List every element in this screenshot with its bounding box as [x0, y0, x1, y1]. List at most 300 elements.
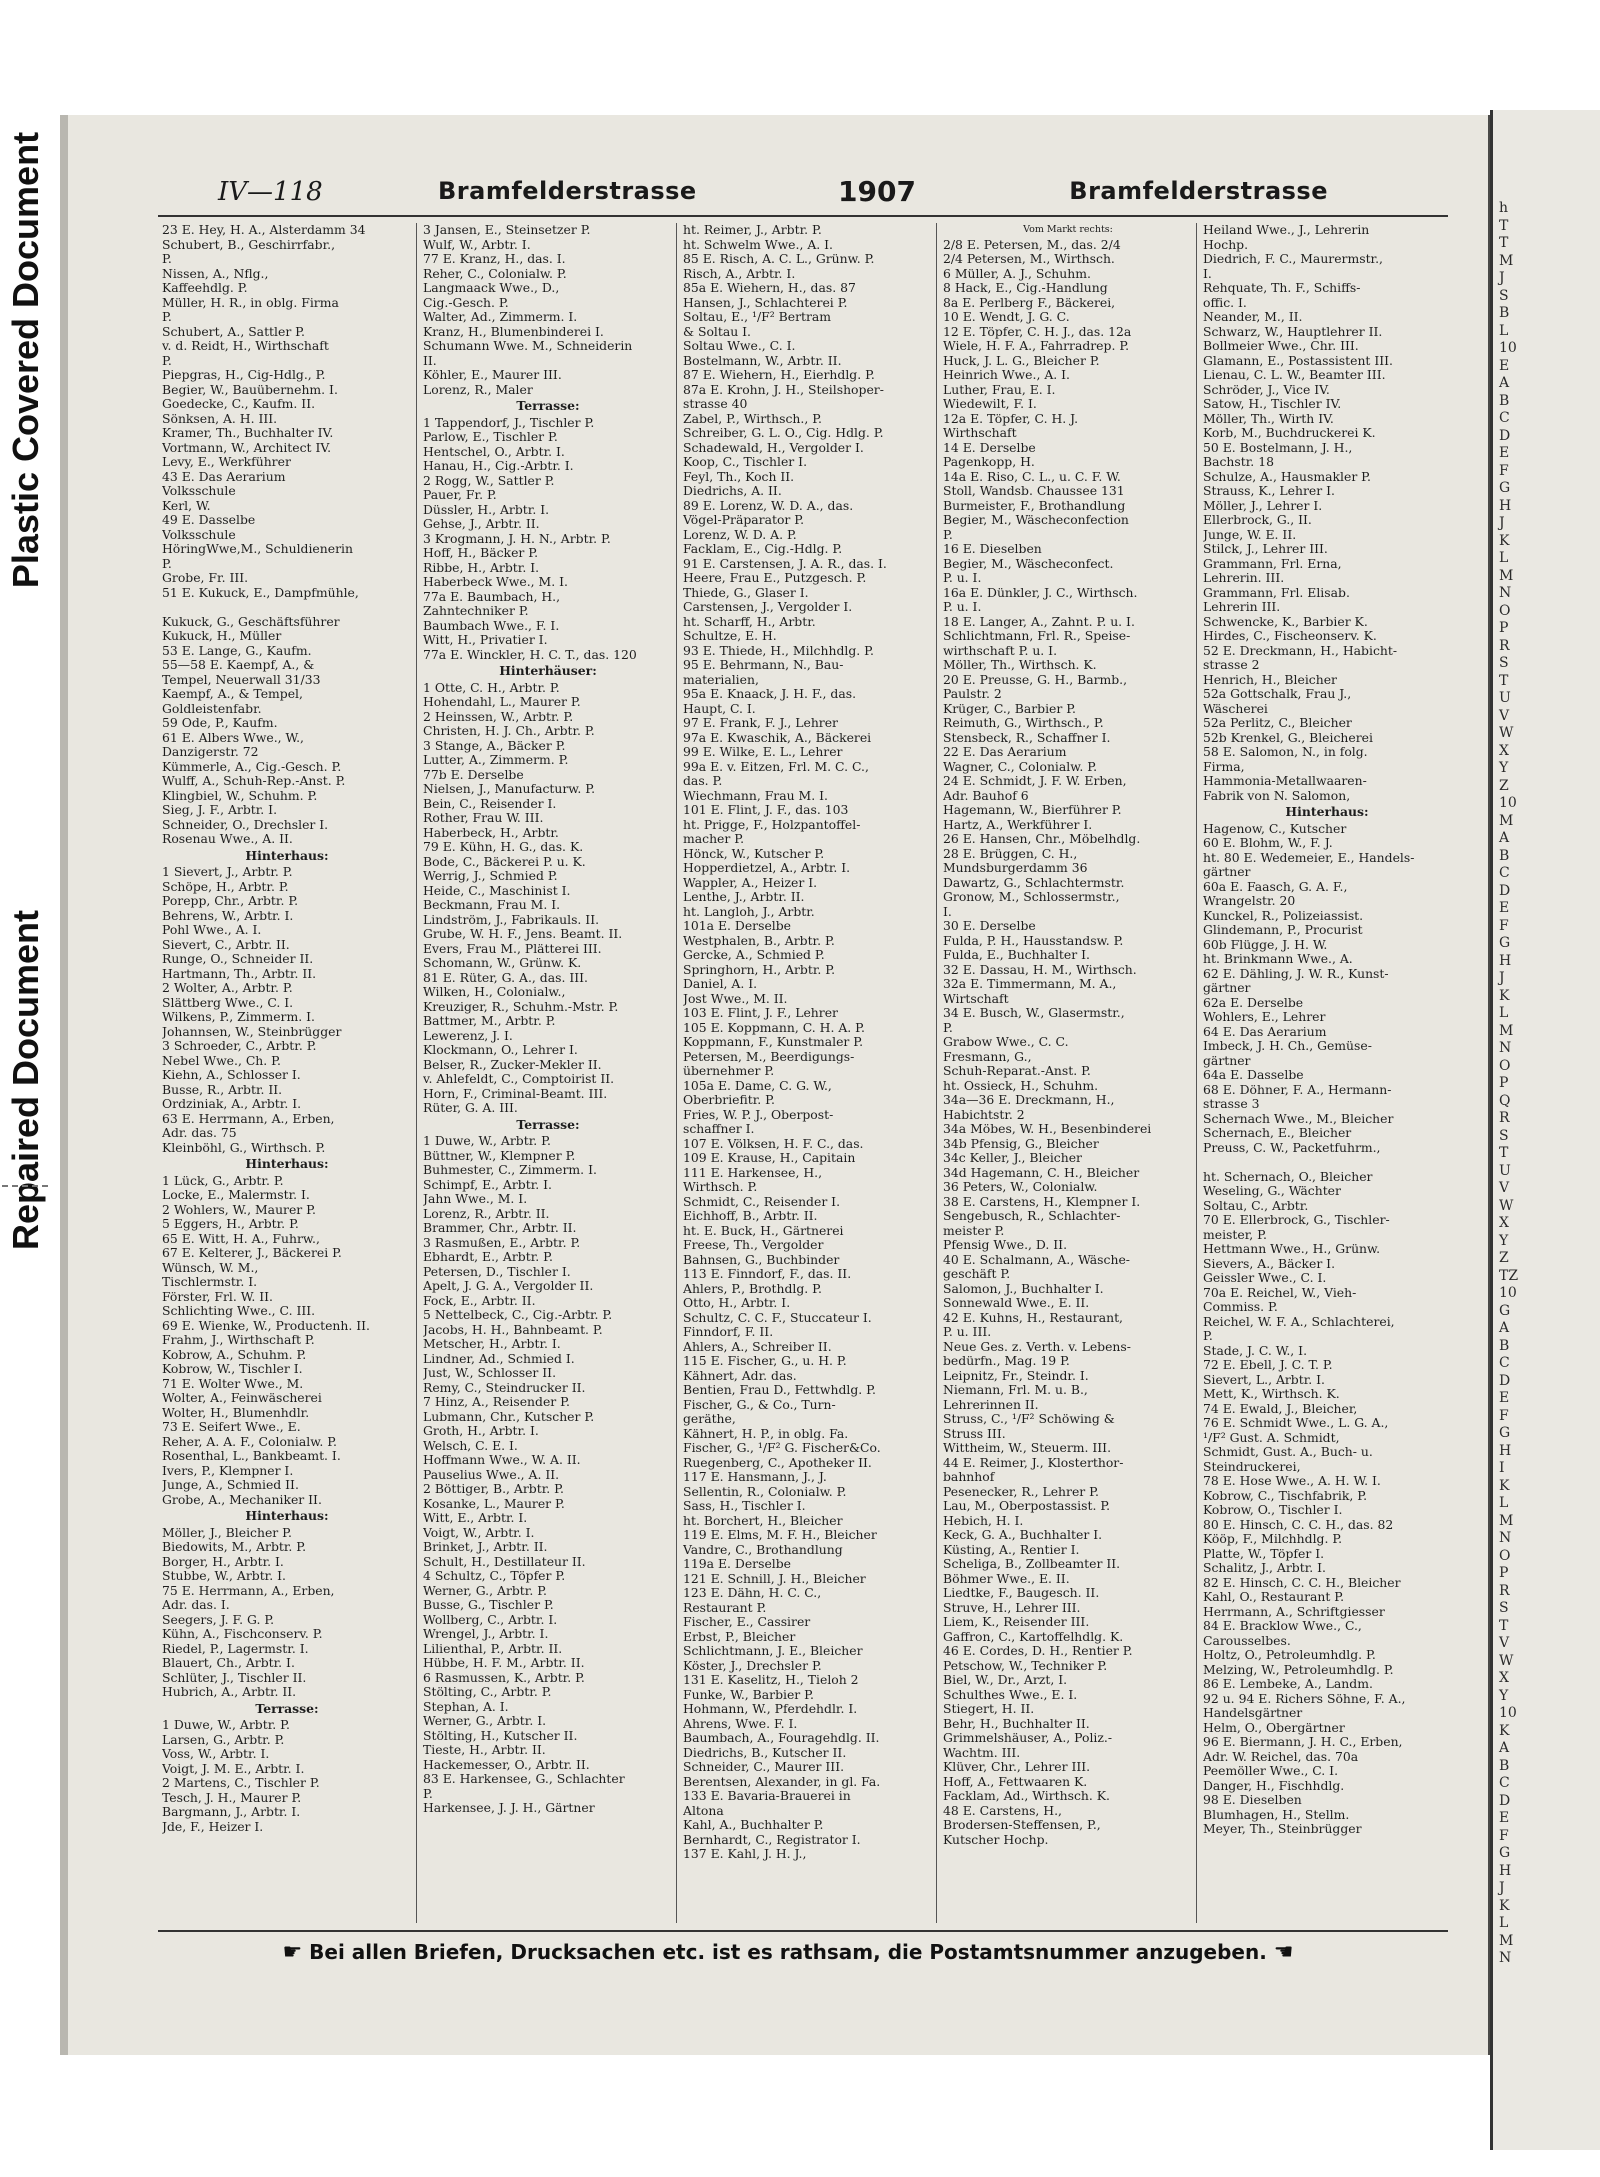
- fragment-line: H: [1499, 952, 1512, 969]
- directory-entry: 79 E. Kühn, H. G., das. K.: [423, 840, 584, 854]
- directory-entry: Tieste, H., Arbtr. II.: [423, 1743, 546, 1757]
- directory-entry: 34d Hagemann, C. H., Bleicher: [943, 1165, 1140, 1180]
- directory-entry: 96 E. Biermann, J. H. C., Erben,: [1203, 1735, 1403, 1749]
- directory-entry: Sievers, A., Bäcker I.: [1203, 1256, 1336, 1271]
- directory-entry: 75 E. Herrmann, A., Erben,: [162, 1583, 335, 1598]
- directory-entry: Grube, W. H. F., Jens. Beamt. II.: [423, 927, 623, 941]
- directory-entry: Risch, A., Arbtr. I.: [683, 266, 796, 281]
- directory-columns: [158, 223, 1448, 1923]
- directory-entry: Lubmann, Chr., Kutscher P.: [423, 1409, 595, 1424]
- directory-entry: Volksschule: [162, 484, 236, 498]
- fragment-line: R: [1499, 1110, 1510, 1126]
- directory-entry: 1 Tappendorf, J., Tischler P.: [423, 415, 595, 430]
- directory-entry: Vögel-Präparator P.: [683, 513, 805, 527]
- directory-entry: Schröder, J., Vice IV.: [1203, 382, 1330, 397]
- directory-entry: Klüver, Chr., Lehrer III.: [943, 1760, 1091, 1774]
- page-header: [158, 173, 1448, 213]
- directory-entry: 95 E. Behrmann, N., Bau-: [683, 658, 844, 672]
- directory-entry: Niemann, Frl. M. u. B.,: [943, 1383, 1088, 1397]
- fragment-line: C: [1499, 1775, 1510, 1791]
- directory-entry: Hinterhaus:: [1285, 805, 1369, 819]
- directory-entry: 48 E. Carstens, H.,: [943, 1803, 1062, 1818]
- directory-entry: 34b Pfensig, G., Bleicher: [943, 1136, 1099, 1151]
- directory-entry: Stubbe, W., Arbtr. I.: [162, 1569, 286, 1583]
- directory-entry: Ahlers, P., Brothdlg. P.: [683, 1281, 822, 1296]
- directory-entry: Schulze, A., Hausmakler P.: [1203, 469, 1371, 484]
- directory-entry: Funke, W., Barbier P.: [683, 1687, 814, 1702]
- directory-entry: Voss, W., Arbtr. I.: [162, 1747, 270, 1761]
- directory-entry: 97a E. Kwaschik, A., Bäckerei: [683, 730, 872, 745]
- directory-entry: Riedel, P., Lagermstr. I.: [162, 1641, 309, 1656]
- directory-entry: Herrmann, A., Schriftgiesser: [1203, 1604, 1385, 1619]
- directory-entry: Wiechmann, Frau M. I.: [683, 788, 828, 803]
- directory-entry: Pauer, Fr. P.: [423, 488, 497, 502]
- directory-entry: Hebich, H. I.: [943, 1513, 1024, 1528]
- directory-entry: 92 u. 94 E. Richers Söhne, F. A.,: [1203, 1691, 1406, 1706]
- directory-entry: 1 Lück, G., Arbtr. P.: [162, 1173, 284, 1188]
- directory-entry: Harkensee, J. J. H., Gärtner: [423, 1801, 595, 1815]
- directory-entry: gärtner: [1203, 865, 1251, 879]
- directory-entry: Soltau, C., Arbtr.: [1203, 1198, 1309, 1213]
- directory-entry: Kähnert, H. P., in oblg. Fa.: [683, 1426, 849, 1441]
- directory-entry: 60a E. Faasch, G. A. F.,: [1203, 879, 1348, 894]
- directory-entry: Wulf, W., Arbtr. I.: [423, 237, 531, 252]
- directory-entry: Sellentin, R., Colonialw. P.: [683, 1484, 847, 1499]
- directory-entry: Wilkens, P., Zimmerm. I.: [162, 1010, 315, 1024]
- directory-entry: Tesch, J. H., Maurer P.: [162, 1790, 302, 1805]
- directory-entry: 40 E. Schalmann, A., Wäsche-: [943, 1252, 1130, 1267]
- directory-entry: P.: [162, 556, 172, 571]
- directory-entry: Metscher, H., Arbtr. I.: [423, 1337, 561, 1351]
- directory-entry: Meyer, Th., Steinbrügger: [1203, 1822, 1362, 1836]
- directory-entry: Behrens, W., Arbtr. I.: [162, 908, 294, 923]
- directory-entry: Hinterhaus:: [245, 1157, 329, 1171]
- directory-entry: Kaffeehdlg. P.: [162, 281, 248, 295]
- fragment-line: h: [1499, 200, 1509, 216]
- directory-entry: Pesenecker, R., Lehrer P.: [943, 1484, 1099, 1499]
- fragment-line: D: [1499, 427, 1511, 444]
- directory-entry: Sievert, C., Arbtr. II.: [162, 937, 290, 952]
- directory-entry: 3 Jansen, E., Steinsetzer P.: [423, 223, 591, 237]
- directory-entry: 1 Otte, C. H., Arbtr. P.: [423, 680, 560, 695]
- directory-entry: P. u. I.: [943, 571, 982, 585]
- directory-entry: Reimuth, G., Wirthsch., P.: [943, 716, 1104, 730]
- directory-entry: Hettmann Wwe., H., Grünw.: [1203, 1242, 1381, 1256]
- column-2: [416, 223, 673, 1923]
- directory-entry: Jde, F., Heizer I.: [162, 1819, 264, 1834]
- directory-entry: 70a E. Reichel, W., Vieh-: [1203, 1285, 1357, 1300]
- directory-entry: 34c Keller, J., Bleicher: [943, 1151, 1082, 1165]
- directory-entry: 1 Duwe, W., Arbtr. P.: [423, 1134, 551, 1148]
- directory-entry: Kutscher Hochp.: [943, 1832, 1049, 1847]
- fragment-line: P: [1499, 620, 1509, 636]
- directory-entry: Remy, C., Steindrucker II.: [423, 1380, 586, 1395]
- pointing-hand-icon: ☛: [282, 1940, 303, 1965]
- directory-entry: Hinterhaus:: [245, 1509, 329, 1523]
- directory-entry: ht. E. Buck, H., Gärtnerei: [683, 1223, 844, 1238]
- directory-entry: 2 Wohlers, W., Maurer P.: [162, 1202, 316, 1217]
- directory-entry: Adr. das. I.: [162, 1598, 230, 1612]
- directory-entry: Lau, M., Oberpostassist. P.: [943, 1499, 1111, 1513]
- directory-entry: übernehmer P.: [683, 1064, 775, 1078]
- directory-entry: Kranz, H., Blumenbinderei I.: [423, 324, 604, 339]
- directory-entry: Bein, C., Reisender I.: [423, 796, 557, 811]
- directory-entry: bahnhof: [943, 1470, 995, 1484]
- fragment-line: S: [1499, 1127, 1509, 1144]
- directory-entry: Carousselbes.: [1203, 1633, 1291, 1648]
- directory-entry: 101a E. Derselbe: [683, 919, 792, 933]
- directory-entry: 137 E. Kahl, J. H. J.,: [683, 1847, 807, 1861]
- directory-entry: Schwarz, W., Hauptlehrer II.: [1203, 324, 1383, 339]
- directory-entry: Kleinböhl, G., Wirthsch. P.: [162, 1140, 326, 1155]
- directory-entry: Begier, W., Bauübernehm. I.: [162, 382, 338, 397]
- directory-entry: 133 E. Bavaria-Brauerei in: [683, 1789, 851, 1803]
- directory-entry: Nissen, A., Nflg.,: [162, 266, 269, 281]
- directory-entry: Petersen, D., Tischler I.: [423, 1264, 571, 1279]
- directory-entry: Runge, O., Schneider II.: [162, 952, 314, 966]
- fragment-line: B: [1499, 392, 1510, 409]
- directory-entry: Schmidt, C., Reisender I.: [683, 1194, 841, 1209]
- directory-entry: Lewerenz, J. I.: [423, 1028, 513, 1043]
- directory-entry: 2 Rogg, W., Sattler P.: [423, 473, 555, 488]
- directory-entry: 119 E. Elms, M. F. H., Bleicher: [683, 1528, 877, 1542]
- directory-entry: Wolter, H., Blumenhdlr.: [162, 1405, 310, 1420]
- directory-entry: Junge, W. E. II.: [1203, 527, 1297, 542]
- directory-entry: P. u. I.: [943, 600, 982, 614]
- directory-entry: Schernach, E., Bleicher: [1203, 1126, 1352, 1140]
- directory-entry: 107 E. Völksen, H. F. C., das.: [683, 1136, 864, 1151]
- directory-entry: Scheliga, B., Zollbeamter II.: [943, 1557, 1121, 1571]
- directory-entry: ht. Scharff, H., Arbtr.: [683, 614, 816, 629]
- directory-entry: Schlichtmann, J. E., Bleicher: [683, 1644, 863, 1658]
- directory-entry: 73 E. Seifert Wwe., E.: [162, 1420, 301, 1434]
- directory-entry: 121 E. Schnill, J. H., Bleicher: [683, 1571, 866, 1586]
- directory-entry: Preuss, C. W., Packetfuhrm.,: [1203, 1140, 1381, 1155]
- directory-entry: Schöpe, H., Arbtr. P.: [162, 879, 289, 894]
- fragment-line: J: [1499, 515, 1505, 531]
- directory-entry: Neue Ges. z. Verth. v. Lebens-: [943, 1339, 1131, 1354]
- fragment-line: L: [1499, 550, 1509, 566]
- directory-entry: Schulthes Wwe., E. I.: [943, 1687, 1078, 1702]
- directory-entry: Fischer, E., Cassirer: [683, 1615, 811, 1629]
- directory-entry: 99a E. v. Eitzen, Frl. M. C. C.,: [683, 759, 869, 774]
- directory-entry: Gronow, M., Schlossermstr.,: [943, 890, 1120, 904]
- directory-entry: Brodersen-Steffensen, P.,: [943, 1818, 1101, 1832]
- directory-entry: 131 E. Kaselitz, H., Tieloh 2: [683, 1673, 859, 1687]
- directory-entry: Müller, H. R., in oblg. Firma: [162, 295, 339, 310]
- directory-entry: Hartmann, Th., Arbtr. II.: [162, 966, 317, 981]
- directory-entry: 14a E. Riso, C. L., u. C. F. W.: [943, 469, 1121, 484]
- directory-entry: 16a E. Dünkler, J. C., Wirthsch.: [943, 585, 1138, 600]
- fragment-line: L: [1499, 322, 1509, 339]
- directory-entry: geräthe,: [683, 1412, 736, 1426]
- directory-entry: Kobrow, A., Schuhm. P.: [162, 1347, 307, 1362]
- directory-entry: 49 E. Dasselbe: [162, 513, 256, 527]
- directory-entry: Brammer, Chr., Arbtr. II.: [423, 1221, 577, 1235]
- directory-entry: ht. 80 E. Wedemeier, E., Handels-: [1203, 850, 1415, 865]
- street-name-left: Bramfelderstrasse: [438, 177, 697, 205]
- directory-entry: 2 Wolter, A., Arbtr. P.: [162, 981, 293, 995]
- fragment-line: S: [1499, 655, 1509, 671]
- directory-entry: 50 E. Bostelmann, J. H.,: [1203, 440, 1353, 455]
- fragment-line: J: [1499, 270, 1505, 286]
- directory-entry: Soltau, E., ¹/F² Bertram: [683, 310, 832, 324]
- directory-entry: v. d. Reidt, H., Wirthschaft: [162, 339, 329, 353]
- fragment-line: E: [1499, 1390, 1510, 1406]
- directory-entry: Blumhagen, H., Stellm.: [1203, 1807, 1350, 1822]
- directory-entry: Tempel, Neuerwall 31/33: [162, 672, 321, 687]
- directory-entry: Seegers, J. F. G. P.: [162, 1612, 275, 1627]
- directory-entry: Berentsen, Alexander, in gl. Fa.: [683, 1774, 881, 1789]
- directory-entry: Grammann, Frl. Erna,: [1203, 556, 1342, 571]
- fragment-line: H: [1499, 497, 1512, 514]
- directory-entry: 81 E. Rüter, G. A., das. III.: [423, 970, 588, 985]
- directory-entry: Wrengel, J., Arbtr. I.: [423, 1627, 549, 1641]
- directory-entry: Frahm, J., Wirthschaft P.: [162, 1333, 315, 1347]
- directory-entry: Stilck, J., Lehrer III.: [1203, 542, 1328, 556]
- directory-entry: Stiegert, H. II.: [943, 1702, 1035, 1716]
- directory-entry: Biel, W., Dr., Arzt, I.: [943, 1673, 1068, 1687]
- directory-entry: Busse, R., Arbtr. II.: [162, 1082, 283, 1097]
- directory-entry: Bode, C., Bäckerei P. u. K.: [423, 854, 586, 869]
- directory-entry: Groth, H., Arbtr. I.: [423, 1424, 539, 1438]
- directory-entry: 76 E. Schmidt Wwe., L. G. A.,: [1203, 1416, 1389, 1430]
- directory-entry: Schlichting Wwe., C. III.: [162, 1304, 316, 1318]
- fragment-line: D: [1499, 882, 1511, 899]
- directory-entry: Köster, J., Drechsler P.: [683, 1658, 822, 1673]
- directory-entry: 6 Rasmussen, K., Arbtr. P.: [423, 1670, 585, 1685]
- directory-entry: 1 Sievert, J., Arbtr. P.: [162, 865, 293, 879]
- directory-entry: Stephan, A. I.: [423, 1699, 509, 1714]
- directory-entry: I.: [1203, 266, 1212, 281]
- directory-entry: Sieg, J. F., Arbtr. I.: [162, 803, 278, 817]
- directory-entry: Schwencke, K., Barbier K.: [1203, 614, 1368, 629]
- directory-entry: 115 E. Fischer, G., u. H. P.: [683, 1354, 847, 1368]
- directory-entry: Daniel, A. I.: [683, 977, 758, 991]
- directory-entry: Kümmerle, A., Cig.-Gesch. P.: [162, 759, 342, 774]
- directory-entry: 43 E. Das Aerarium: [162, 469, 286, 484]
- fragment-line: X: [1499, 1670, 1509, 1686]
- directory-entry: 52a Gottschalk, Frau J.,: [1203, 687, 1352, 701]
- directory-entry: Stoll, Wandsb. Chaussee 131: [943, 484, 1125, 498]
- directory-entry: Grobe, Fr. III.: [162, 571, 249, 585]
- fragment-line: F: [1499, 1407, 1509, 1424]
- directory-entry: gärtner: [1203, 1053, 1251, 1068]
- directory-entry: Glamann, E., Postassistent III.: [1203, 353, 1393, 368]
- directory-entry: Reher, A. A. F., Colonialw. P.: [162, 1434, 337, 1449]
- directory-entry: 62 E. Dähling, J. W. R., Kunst-: [1203, 966, 1389, 981]
- directory-entry: Hoff, A., Fettwaaren K.: [943, 1774, 1088, 1789]
- directory-entry: Büttner, W., Klempner P.: [423, 1148, 576, 1163]
- fragment-line: S: [1499, 1600, 1509, 1616]
- directory-entry: Liedtke, F., Baugesch. II.: [943, 1586, 1100, 1600]
- directory-entry: Geissler Wwe., C. I.: [1203, 1271, 1327, 1285]
- street-name-right: Bramfelderstrasse: [1069, 177, 1328, 205]
- directory-entry: Ellerbrock, G., II.: [1203, 513, 1312, 527]
- directory-entry: Struve, H., Lehrer III.: [943, 1600, 1081, 1615]
- directory-entry: Brinket, J., Arbtr. II.: [423, 1540, 548, 1554]
- fragment-line: M: [1499, 1512, 1514, 1529]
- directory-entry: Langmaack Wwe., D.,: [423, 281, 560, 295]
- directory-entry: Kahl, O., Restaurant P.: [1203, 1590, 1345, 1604]
- directory-entry: Bentien, Frau D., Fettwhdlg. P.: [683, 1383, 876, 1397]
- directory-entry: Reichel, W. F. A., Schlachterei,: [1203, 1314, 1395, 1329]
- directory-entry: 46 E. Cordes, D. H., Rentier P.: [943, 1644, 1133, 1658]
- directory-entry: Carstensen, J., Vergolder I.: [683, 600, 853, 614]
- directory-entry: Weseling, G., Wächter: [1203, 1184, 1341, 1198]
- directory-entry: Hansen, J., Schlachterei P.: [683, 295, 848, 310]
- directory-entry: Ahlers, A., Schreiber II.: [683, 1339, 832, 1354]
- directory-entry: Grobe, A., Mechaniker II.: [162, 1492, 322, 1507]
- directory-entry: Henrich, H., Bleicher: [1203, 672, 1337, 687]
- directory-entry: Begier, M., Wäscheconfect.: [943, 556, 1114, 571]
- directory-entry: Wirthschaft: [943, 426, 1017, 440]
- directory-entry: 101 E. Flint, J. F., das. 103: [683, 803, 849, 817]
- directory-entry: [1203, 1155, 1451, 1170]
- directory-entry: Wappler, A., Heizer I.: [683, 875, 818, 890]
- directory-entry: 36 Peters, W., Colonialw.: [943, 1180, 1098, 1194]
- directory-entry: Lorenz, R., Maler: [423, 382, 533, 397]
- directory-entry: Imbeck, J. H. Ch., Gemüse-: [1203, 1039, 1372, 1053]
- directory-entry: Holtz, O., Petroleumhdlg. P.: [1203, 1648, 1376, 1662]
- directory-entry: 71 E. Wolter Wwe., M.: [162, 1376, 304, 1391]
- directory-entry: Ahrens, Wwe. F. I.: [683, 1716, 798, 1731]
- directory-entry: Schuh-Reparat.-Anst. P.: [943, 1064, 1091, 1078]
- directory-entry: Fulda, E., Buchhalter I.: [943, 948, 1090, 962]
- fragment-line: X: [1499, 1215, 1509, 1231]
- directory-entry: ht. Schernach, O., Bleicher: [1203, 1169, 1373, 1184]
- directory-entry: wirthschaft P. u. I.: [943, 643, 1058, 658]
- fragment-line: M: [1499, 567, 1514, 584]
- directory-entry: Biedowits, M., Arbtr. P.: [162, 1540, 307, 1554]
- directory-entry: Hammonia-Metallwaaren-: [1203, 774, 1367, 788]
- directory-entry: ¹/F² Gust. A. Schmidt,: [1203, 1430, 1340, 1445]
- directory-entry: Schlichtmann, Frl. R., Speise-: [943, 629, 1131, 643]
- directory-entry: Rehquate, Th. F., Schiffs-: [1203, 281, 1361, 295]
- directory-entry: Schernach Wwe., M., Bleicher: [1203, 1111, 1394, 1126]
- directory-entry: Satow, H., Tischler IV.: [1203, 397, 1342, 411]
- directory-entry: Lindström, J., Fabrikauls. II.: [423, 912, 600, 927]
- fragment-line: E: [1499, 900, 1510, 916]
- directory-entry: Schultze, E. H.: [683, 629, 777, 643]
- directory-entry: 70 E. Ellerbrock, G., Tischler-: [1203, 1213, 1390, 1227]
- directory-entry: Wollberg, C., Arbtr. I.: [423, 1612, 558, 1627]
- directory-entry: Hartz, A., Werkführer I.: [943, 817, 1093, 832]
- footer-note: Bei allen Briefen, Drucksachen etc. ist es rathsam, die Postamtsnummer anzugeben.: [309, 1940, 1267, 1964]
- directory-entry: Begier, M., Wäscheconfection: [943, 513, 1129, 527]
- directory-entry: Blauert, Ch., Arbtr. I.: [162, 1656, 295, 1670]
- fragment-line: E: [1499, 1810, 1510, 1826]
- directory-entry: Diedrich, F. C., Maurermstr.,: [1203, 252, 1384, 266]
- directory-entry: 77b E. Derselbe: [423, 767, 524, 782]
- directory-entry: Schultz, C. C. F., Stuccateur I.: [683, 1310, 872, 1325]
- directory-entry: Bahnsen, G., Buchbinder: [683, 1252, 840, 1267]
- directory-entry: 38 E. Carstens, H., Klempner I.: [943, 1194, 1141, 1209]
- directory-entry: Lutter, A., Zimmerm. P.: [423, 753, 569, 767]
- column-1: [158, 223, 412, 1923]
- fragment-line: P: [1499, 1565, 1509, 1581]
- directory-entry: Reher, C., Colonialw. P.: [423, 266, 567, 281]
- fragment-line: O: [1499, 602, 1511, 619]
- directory-entry: 68 E. Döhner, F. A., Hermann-: [1203, 1082, 1392, 1097]
- directory-entry: Stensbeck, R., Schaffner I.: [943, 730, 1111, 745]
- directory-entry: Rother, Frau W. III.: [423, 811, 544, 825]
- directory-entry: Sass, H., Tischler I.: [683, 1499, 806, 1513]
- directory-entry: 117 E. Hansmann, J., J.: [683, 1470, 827, 1484]
- directory-entry: Wagner, C., Colonialw. P.: [943, 759, 1098, 774]
- directory-entry: Hopperdietzel, A., Arbtr. I.: [683, 861, 851, 875]
- directory-entry: Kosanke, L., Maurer P.: [423, 1496, 565, 1511]
- directory-entry: Krüger, C., Barbier P.: [943, 701, 1076, 716]
- directory-entry: Korb, M., Buchdruckerei K.: [1203, 426, 1376, 440]
- directory-entry: 105 E. Koppmann, C. H. A. P.: [683, 1020, 865, 1035]
- directory-entry: 1 Duwe, W., Arbtr. P.: [162, 1718, 290, 1732]
- directory-entry: 7 Hinz, A., Reisender P.: [423, 1395, 570, 1409]
- directory-entry: Kreuziger, R., Schuhm.-Mstr. P.: [423, 999, 619, 1014]
- directory-entry: Fischer, G., & Co., Turn-: [683, 1397, 836, 1412]
- directory-entry: 78 E. Hose Wwe., A. H. W. I.: [1203, 1474, 1381, 1488]
- directory-entry: 20 E. Preusse, G. H., Barmb.,: [943, 672, 1128, 687]
- directory-entry: Levy, E., Werkführer: [162, 455, 291, 469]
- directory-entry: Klockmann, O., Lehrer I.: [423, 1043, 578, 1057]
- directory-entry: Haberbeck Wwe., M. I.: [423, 575, 568, 589]
- directory-entry: 12 E. Töpfer, C. H. J., das. 12a: [943, 324, 1132, 339]
- directory-entry: Möller, Th., Wirth IV.: [1203, 411, 1334, 426]
- fragment-line: T: [1499, 1617, 1509, 1634]
- fragment-line: G: [1499, 1845, 1511, 1861]
- directory-entry: Struss, C., ¹/F² Schöwing &: [943, 1412, 1115, 1426]
- fragment-line: I: [1499, 1460, 1505, 1476]
- fragment-line: T: [1499, 217, 1509, 234]
- fragment-line: H: [1499, 1862, 1512, 1879]
- directory-entry: 52b Krenkel, G., Bleicherei: [1203, 730, 1373, 745]
- directory-entry: 34 E. Busch, W., Glasermstr.,: [943, 1006, 1125, 1020]
- directory-entry: 5 Nettelbeck, C., Cig.-Arbtr. P.: [423, 1308, 613, 1322]
- directory-entry: P. u. III.: [943, 1325, 992, 1339]
- directory-entry: Hoffmann Wwe., W. A. II.: [423, 1453, 581, 1467]
- directory-entry: Wachtm. III.: [943, 1745, 1021, 1760]
- directory-entry: 63 E. Herrmann, A., Erben,: [162, 1111, 335, 1126]
- directory-entry: Wrangelstr. 20: [1203, 894, 1296, 908]
- directory-entry: Commiss. P.: [1203, 1300, 1278, 1314]
- directory-entry: Paulstr. 2: [943, 687, 1002, 701]
- fragment-line: K: [1499, 1897, 1510, 1914]
- directory-entry: Slättberg Wwe., C. I.: [162, 995, 294, 1010]
- directory-entry: Schneider, O., Drechsler I.: [162, 817, 329, 832]
- fragment-line: M: [1499, 1932, 1514, 1949]
- directory-entry: Nebel Wwe., Ch. P.: [162, 1053, 281, 1068]
- directory-entry: Lehrerinnen II.: [943, 1397, 1039, 1412]
- directory-entry: Jacobs, H. H., Bahnbeamt. P.: [423, 1322, 603, 1337]
- directory-entry: I.: [943, 904, 952, 919]
- plastic-covered-document-label: Plastic Covered Document: [5, 131, 46, 589]
- directory-entry: Kähnert, Adr. das.: [683, 1368, 797, 1383]
- directory-entry: Schubert, A., Sattler P.: [162, 324, 305, 339]
- directory-entry: Stölting, C., Arbtr. P.: [423, 1685, 552, 1699]
- directory-entry: Fischer, G., ¹/F² G. Fischer&Co.: [683, 1441, 881, 1455]
- directory-entry: HöringWwe,M., Schuldienerin: [162, 542, 353, 556]
- directory-entry: Pfensig Wwe., D. II.: [943, 1238, 1068, 1252]
- directory-entry: Just, W., Schlosser II.: [423, 1366, 557, 1380]
- directory-entry: Helm, O., Obergärtner: [1203, 1720, 1345, 1735]
- directory-entry: Tischlermstr. I.: [162, 1275, 258, 1289]
- directory-entry: Schmidt, Gust. A., Buch- u.: [1203, 1445, 1373, 1459]
- directory-entry: 111 E. Harkensee, H.,: [683, 1165, 823, 1180]
- directory-entry: Grammann, Frl. Elisab.: [1203, 585, 1350, 600]
- directory-entry: 64 E. Das Aerarium: [1203, 1024, 1327, 1039]
- directory-entry: 86 E. Lembeke, A., Landm.: [1203, 1677, 1373, 1691]
- directory-entry: 34a Möbes, W. H., Besenbinderei: [943, 1122, 1152, 1136]
